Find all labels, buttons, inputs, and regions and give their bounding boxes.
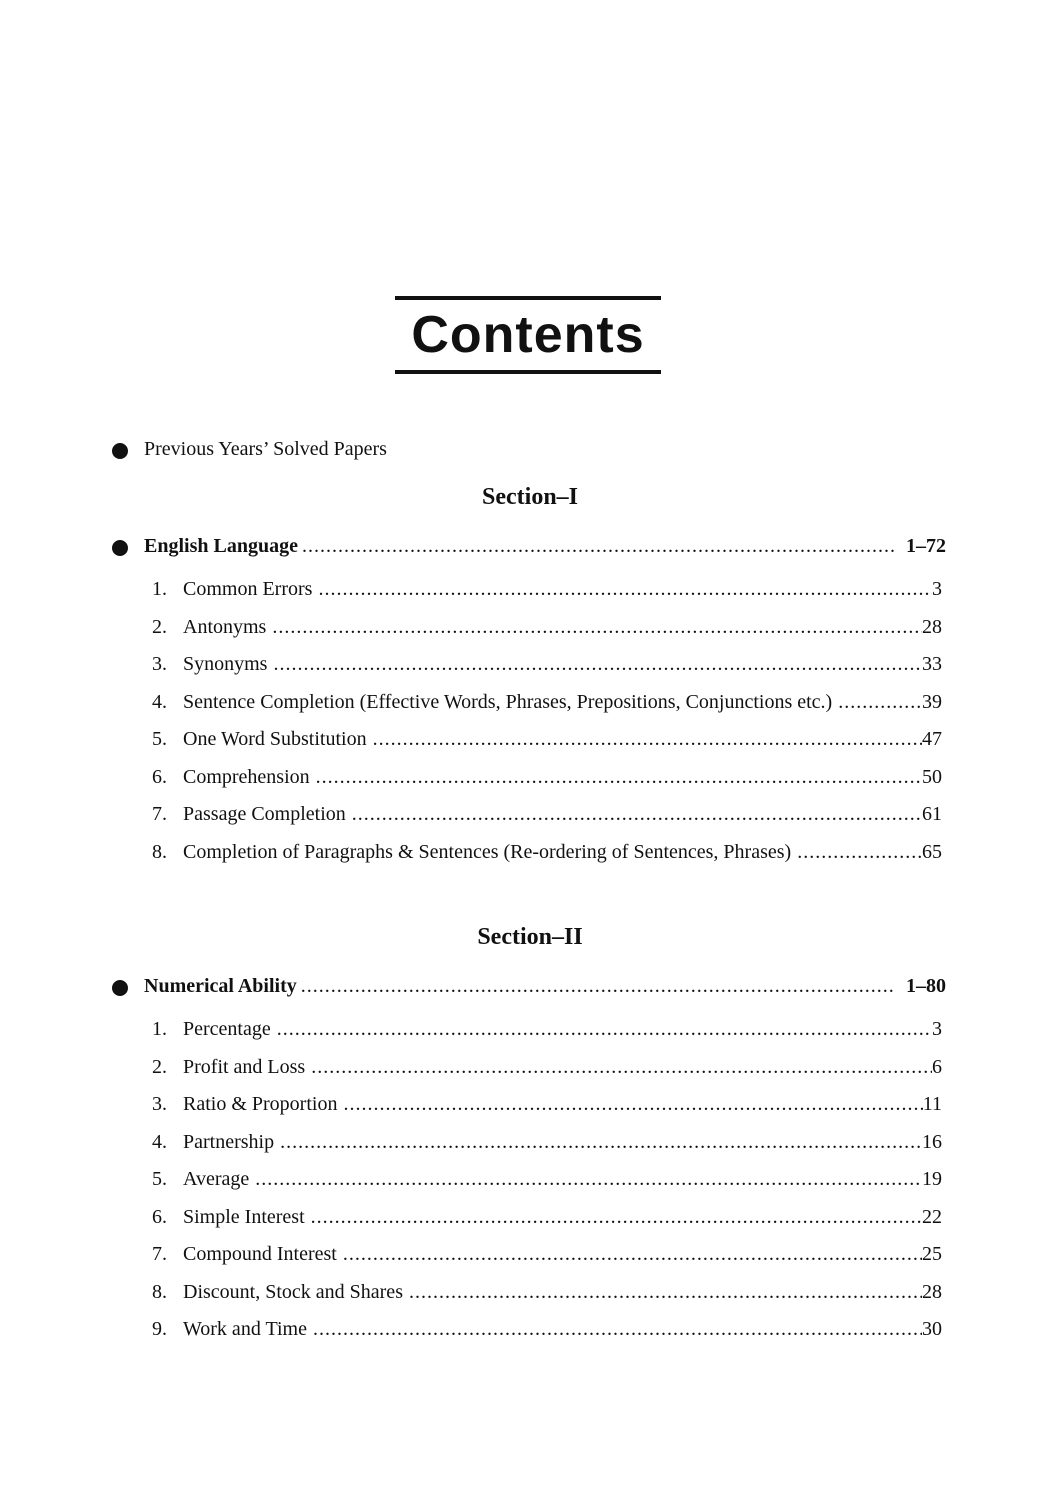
entry-title: Profit and Loss — [183, 1055, 306, 1078]
entry-title: Partnership — [183, 1130, 275, 1153]
dot-leader — [267, 653, 922, 676]
dot-leader — [249, 1168, 922, 1191]
entry-page: 25 — [922, 1243, 942, 1265]
topic-pages: 1–80 — [906, 975, 946, 997]
entry-page: 33 — [922, 653, 942, 675]
contents-title-box — [395, 296, 661, 374]
bullet-icon — [112, 980, 128, 996]
toc-entry[interactable] — [152, 1093, 946, 1131]
entry-page: 61 — [922, 803, 942, 825]
dot-leader — [274, 1131, 922, 1154]
toc-entry[interactable] — [152, 803, 946, 841]
entry-page: 65 — [922, 840, 942, 863]
entry-title: One Word Substitution — [183, 728, 367, 750]
bullet-icon — [112, 540, 128, 556]
dot-leader — [305, 1056, 932, 1079]
dot-leader — [297, 975, 896, 998]
entry-number: 6. — [152, 1205, 167, 1228]
dot-leader — [266, 616, 922, 639]
entry-number: 3. — [152, 1093, 167, 1115]
dot-leader — [791, 841, 922, 864]
entry-title: Average — [183, 1168, 250, 1190]
dot-leader — [310, 766, 922, 789]
topic-name: English Language — [144, 535, 298, 557]
bullet-icon — [112, 443, 128, 459]
topic-pages: 1–72 — [906, 535, 946, 557]
entry-page: 28 — [922, 1280, 942, 1303]
topic-row[interactable] — [144, 975, 946, 1001]
toc-list — [152, 1018, 946, 1356]
dot-leader — [337, 1093, 922, 1116]
toc-entry[interactable] — [152, 653, 946, 691]
toc-entry[interactable] — [152, 1243, 946, 1281]
entry-page: 19 — [922, 1168, 942, 1190]
entry-page: 30 — [922, 1318, 942, 1340]
entry-title: Sentence Completion (Effective Words, Phrases, Prepositions, Conjunctions etc.) — [183, 690, 833, 713]
entry-page: 50 — [922, 765, 942, 788]
toc-entry[interactable] — [152, 1318, 946, 1356]
entry-number: 1. — [152, 578, 167, 600]
entry-page: 11 — [922, 1093, 942, 1115]
entry-title: Completion of Paragraphs & Sentences (Re-ordering of Sentences, Phrases) — [183, 840, 792, 863]
toc-entry[interactable] — [152, 1056, 946, 1094]
entry-title: Antonyms — [183, 615, 267, 638]
entry-number: 1. — [152, 1018, 167, 1040]
section-heading: Section–I — [482, 484, 578, 510]
entry-number: 4. — [152, 690, 167, 713]
entry-page: 16 — [922, 1130, 942, 1153]
entry-number: 5. — [152, 1168, 167, 1190]
entry-page: 6 — [932, 1055, 942, 1078]
toc-entry[interactable] — [152, 691, 946, 729]
dot-leader — [307, 1318, 922, 1341]
page-title: Contents — [411, 306, 645, 364]
entry-number: 2. — [152, 1055, 167, 1078]
entry-number: 7. — [152, 1243, 167, 1265]
toc-entry[interactable] — [152, 616, 946, 654]
entry-page: 39 — [922, 690, 942, 713]
dot-leader — [312, 578, 932, 601]
entry-number: 8. — [152, 1280, 167, 1303]
entry-title: Common Errors — [183, 578, 313, 600]
dot-leader — [346, 803, 922, 826]
toc-entry[interactable] — [152, 766, 946, 804]
toc-entry[interactable] — [152, 1281, 946, 1319]
entry-number: 2. — [152, 615, 167, 638]
dot-leader — [271, 1018, 932, 1041]
entry-title: Synonyms — [183, 653, 268, 675]
toc-entry[interactable] — [152, 1168, 946, 1206]
dot-leader — [832, 691, 922, 714]
entry-number: 7. — [152, 803, 167, 825]
dot-leader — [367, 728, 922, 751]
entry-page: 22 — [922, 1205, 942, 1228]
entry-number: 9. — [152, 1318, 167, 1340]
entry-number: 8. — [152, 840, 167, 863]
entry-title: Compound Interest — [183, 1243, 337, 1265]
entry-title: Percentage — [183, 1018, 271, 1040]
entry-number: 6. — [152, 765, 167, 788]
toc-entry[interactable] — [152, 1131, 946, 1169]
toc-entry[interactable] — [152, 841, 946, 879]
entry-page: 47 — [922, 728, 942, 750]
entry-title: Ratio & Proportion — [183, 1093, 338, 1115]
toc-entry[interactable] — [152, 728, 946, 766]
toc-entry[interactable] — [152, 1018, 946, 1056]
entry-title: Comprehension — [183, 765, 310, 788]
topic-row[interactable] — [144, 535, 946, 561]
entry-page: 3 — [932, 578, 942, 600]
entry-title: Discount, Stock and Shares — [183, 1280, 403, 1303]
dot-leader — [337, 1243, 922, 1266]
intro-line: Previous Years’ Solved Papers — [144, 438, 387, 460]
dot-leader — [403, 1281, 922, 1304]
entry-title: Work and Time — [183, 1318, 307, 1340]
topic-name: Numerical Ability — [144, 975, 297, 997]
entry-page: 3 — [932, 1018, 942, 1040]
entry-title: Passage Completion — [183, 803, 346, 825]
dot-leader — [298, 535, 896, 558]
toc-entry[interactable] — [152, 1206, 946, 1244]
dot-leader — [305, 1206, 922, 1229]
entry-page: 28 — [922, 615, 942, 638]
toc-list — [152, 578, 946, 878]
entry-number: 5. — [152, 728, 167, 750]
entry-title: Simple Interest — [183, 1205, 305, 1228]
entry-number: 3. — [152, 653, 167, 675]
section-heading: Section–II — [477, 924, 583, 950]
toc-entry[interactable] — [152, 578, 946, 616]
entry-number: 4. — [152, 1130, 167, 1153]
